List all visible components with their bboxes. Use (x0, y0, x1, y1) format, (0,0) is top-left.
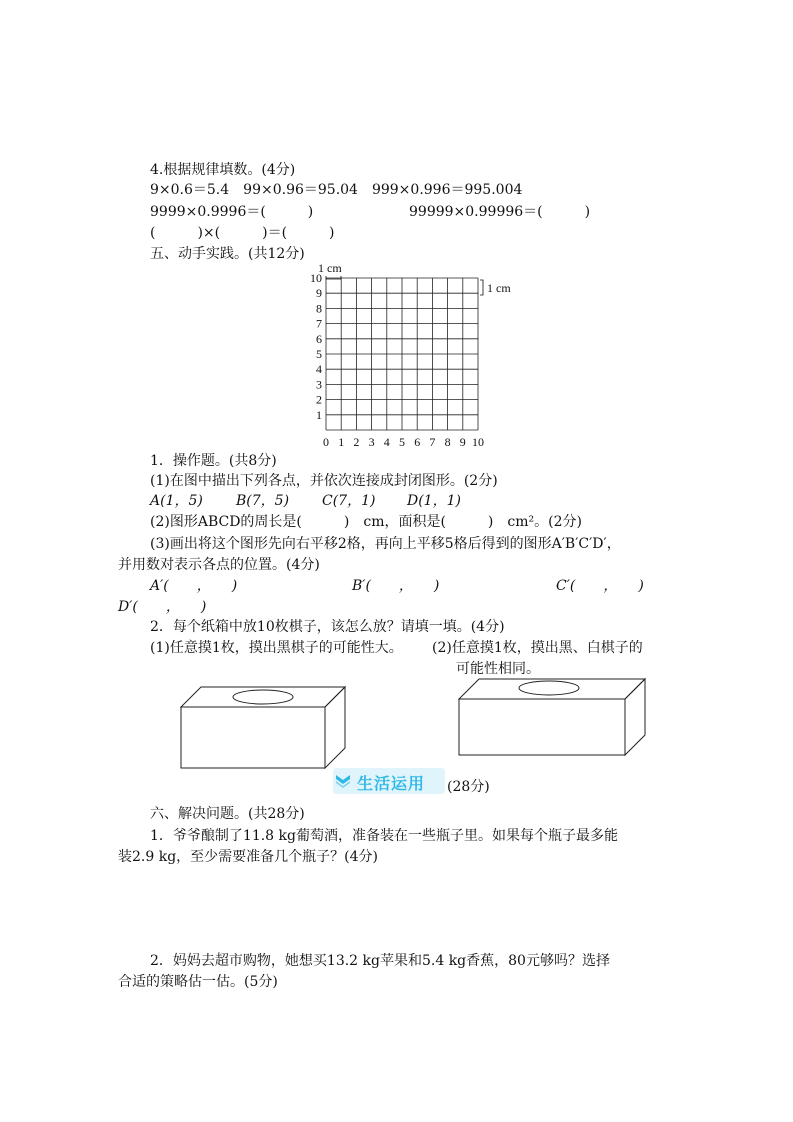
answer-c-prime: C′( ， ) (556, 578, 644, 594)
q4-fill-3: ( )×( )＝( ) (150, 225, 335, 241)
grid-unit-right: 1 cm (487, 281, 511, 295)
point-d: D(1，1) (407, 493, 461, 509)
x-tick-label: 0 (323, 435, 329, 449)
x-tick-label: 1 (338, 435, 345, 449)
y-tick-label: 9 (316, 286, 322, 301)
y-tick-label: 4 (316, 362, 322, 377)
q2-left-text: (1)任意摸1枚，摸出黑棋子的可能性大。 (150, 640, 403, 656)
q2-right-text-b: 可能性相同。 (456, 661, 540, 677)
x-tick-label: 8 (444, 435, 451, 449)
point-b: B(7，5) (236, 493, 290, 509)
banner-title: 生活运用 (357, 774, 426, 793)
q1-part3-line1: (3)画出将这个图形先向右平移2格，再向上平移5格后得到的图形A′B′C′D′， (150, 536, 621, 552)
box-left (175, 683, 375, 773)
q2-right-text-a: (2)任意摸1枚，摸出黑、白棋子的 (432, 640, 643, 656)
s6-q1-line1: 1．爷爷酿制了11.8 kg葡萄酒，准备装在一些瓶子里。如果每个瓶子最多能 (150, 828, 618, 844)
q1-part1: (1)在图中描出下列各点，并依次连接成封闭图形。(2分) (150, 473, 498, 489)
q2-title: 2．每个纸箱中放10枚棋子，该怎么放？请填一填。(4分) (150, 619, 505, 635)
section6-title: 六、解决问题。(共28分) (150, 806, 305, 822)
q4-pattern: 9×0.6＝5.4 99×0.96＝95.04 999×0.996＝995.004 (150, 182, 523, 198)
q1-title: 1．操作题。(共8分) (150, 453, 277, 469)
y-tick-label: 8 (316, 301, 322, 316)
q4-fill-2: 99999×0.99996＝( ) (409, 204, 591, 220)
unit-top-bracket (326, 276, 341, 279)
s6-q2-line1: 2．妈妈去超市购物，她想买13.2 kg苹果和5.4 kg香蕉，80元够吗？选择 (150, 953, 610, 969)
y-tick-label: 7 (316, 316, 322, 331)
answer-a-prime: A′( ， ) (150, 578, 238, 594)
x-tick-label: 6 (414, 435, 421, 449)
x-tick-label: 4 (383, 435, 390, 449)
q4-fill-1: 9999×0.9996＝( ) (150, 204, 314, 220)
s6-q2-line2: 合适的策略估一估。(5分) (118, 974, 278, 990)
x-tick-label: 7 (429, 435, 436, 449)
answer-d-prime: D′( ， ) (118, 599, 207, 615)
x-tick-label: 10 (472, 435, 484, 449)
x-tick-label: 5 (399, 435, 405, 449)
x-tick-label: 3 (368, 435, 375, 449)
answer-b-prime: B′( ， ) (352, 578, 440, 594)
point-a: A(1，5) (150, 493, 203, 509)
section5-title: 五、动手实践。(共12分) (150, 246, 305, 262)
q4-title: 4.根据规律填数。(4分) (150, 162, 296, 178)
q1-part3-line2: 并用数对表示各点的位置。(4分) (118, 557, 320, 573)
section-banner (333, 768, 445, 794)
unit-right-bracket (480, 280, 483, 295)
point-c: C(7，1) (322, 493, 376, 509)
grid-unit-top: 1 cm (318, 261, 342, 275)
y-tick-label: 5 (316, 347, 322, 361)
y-tick-label: 2 (316, 392, 322, 407)
y-tick-label: 10 (310, 271, 322, 285)
y-tick-label: 6 (316, 331, 322, 346)
x-tick-label: 9 (459, 435, 466, 449)
box-right (455, 675, 655, 765)
banner-score: (28分) (447, 779, 490, 795)
x-tick-label: 2 (353, 435, 360, 449)
chevron-badge-icon (335, 774, 351, 788)
q1-part2: (2)图形ABCD的周长是( ) cm，面积是( ) cm²。(2分) (150, 514, 582, 530)
y-tick-label: 3 (316, 377, 322, 392)
y-tick-label: 1 (316, 407, 322, 422)
coordinate-grid (300, 258, 530, 458)
s6-q1-line2: 装2.9 kg，至少需要准备几个瓶子？(4分) (118, 849, 378, 865)
